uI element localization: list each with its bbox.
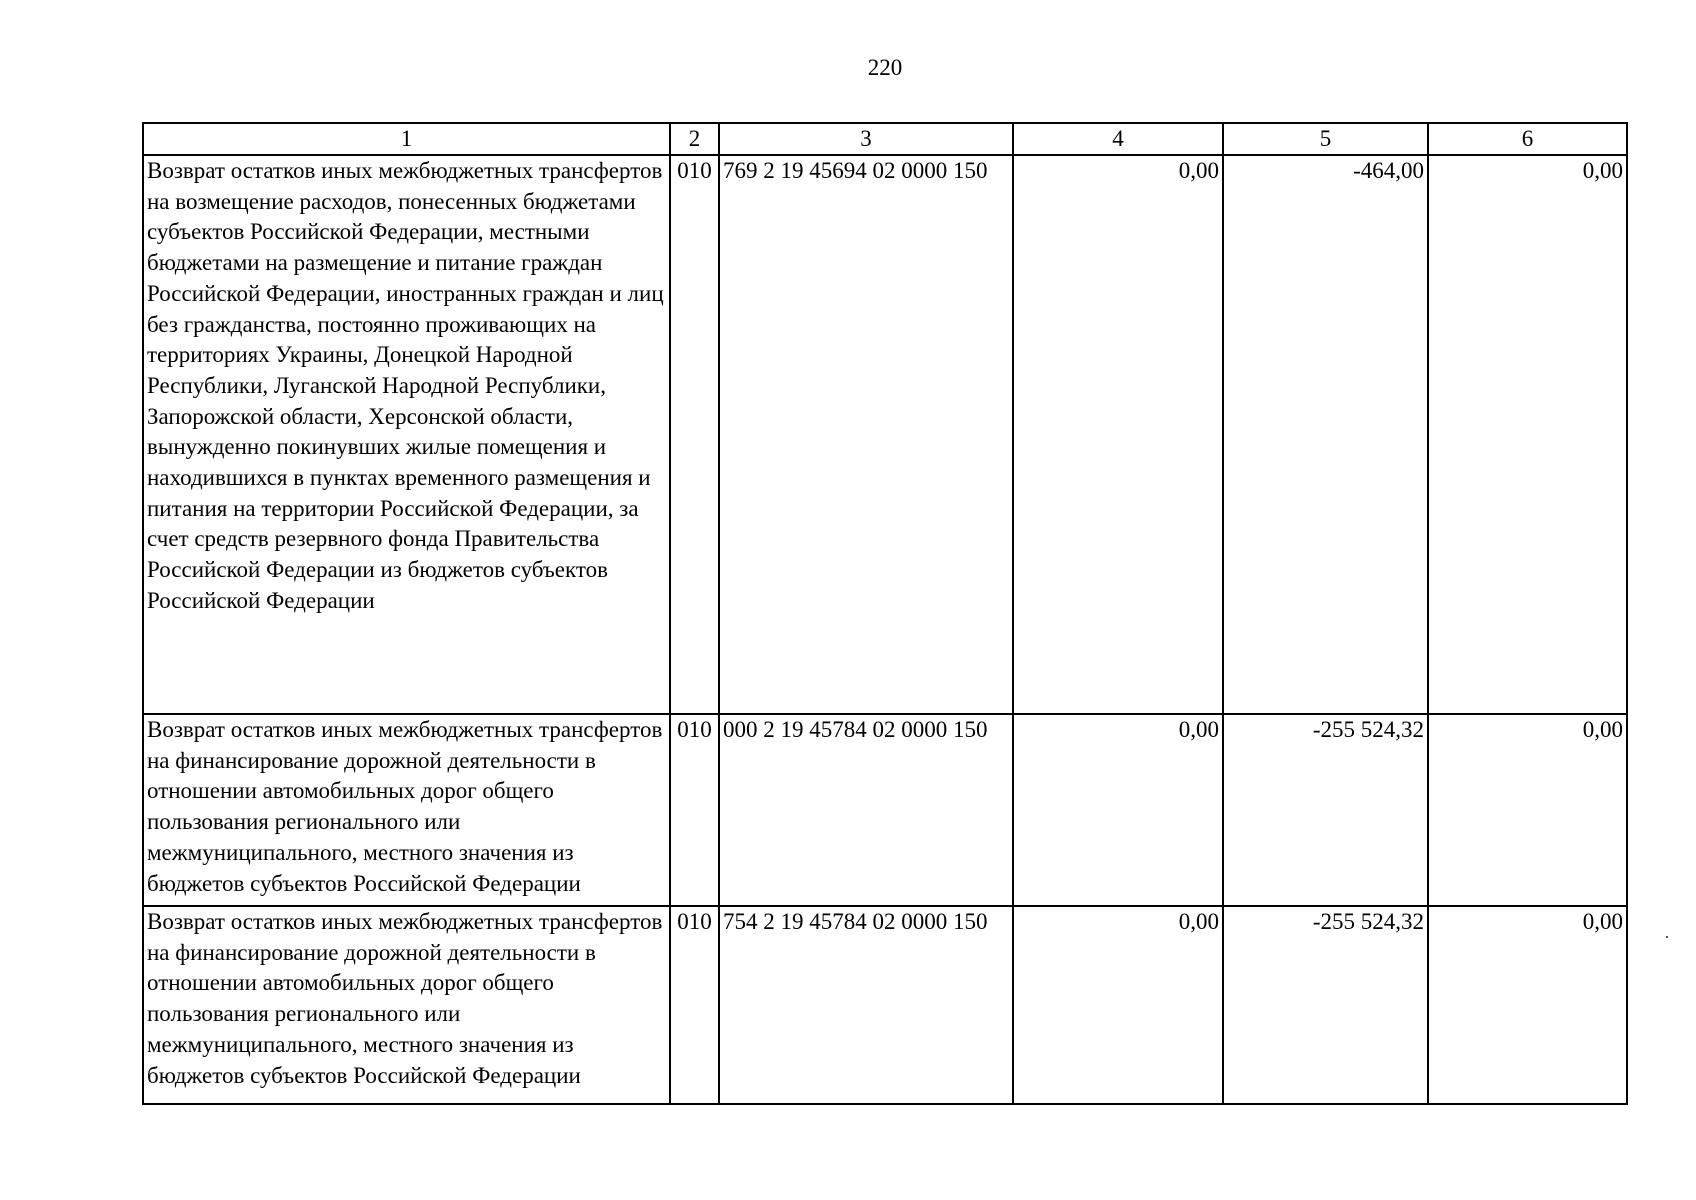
column-header-1: 1 — [143, 123, 670, 155]
row-description: Возврат остатков иных межбюджетных трансфертов на возмещение расходов, понесенных бюджетами субъектов Российской Федерации, местными бюджетами на размещение и питание граждан Российской Федерации, иностранных граждан и лиц без гражданства, постоянно проживающих на территориях Украины, Донецкой Народной Республики, Луганской Народной Республики, Запорожской области, Херсонской области, вынужденно покинувших жилые помещения и находившихся в пунктах временного размещения и питания на территории Российской Федерации, за счет средств резервного фонда Правительства Российской Федерации из бюджетов субъектов Российской Федерации — [143, 155, 670, 714]
column-header-5: 5 — [1223, 123, 1428, 155]
column-header-4: 4 — [1013, 123, 1223, 155]
table-row — [143, 906, 1627, 1104]
column-header-3: 3 — [719, 123, 1013, 155]
row-col6-value: 0,00 — [1428, 155, 1627, 714]
page-number: 220 — [867, 55, 903, 80]
row-col6-value: 0,00 — [1428, 906, 1627, 1104]
table-row — [143, 714, 1627, 906]
row-col4-value: 0,00 — [1013, 714, 1223, 906]
row-code: 010 — [670, 906, 719, 1104]
row-kbk: 769 2 19 45694 02 0000 150 — [719, 155, 1013, 714]
table-row — [143, 155, 1627, 714]
row-kbk: 754 2 19 45784 02 0000 150 — [719, 906, 1013, 1104]
column-header-6: 6 — [1428, 123, 1627, 155]
budget-table — [142, 122, 1628, 1105]
row-col4-value: 0,00 — [1013, 155, 1223, 714]
row-description: Возврат остатков иных межбюджетных трансфертов на финансирование дорожной деятельности в отношении автомобильных дорог общего пользования регионального или межмуниципального, местного значения из бюджетов субъектов Российской Федерации — [143, 714, 670, 906]
row-col4-value: 0,00 — [1013, 906, 1223, 1104]
row-description: Возврат остатков иных межбюджетных трансфертов на финансирование дорожной деятельности в отношении автомобильных дорог общего пользования регионального или межмуниципального, местного значения из бюджетов субъектов Российской Федерации — [143, 906, 670, 1104]
row-col5-value: -464,00 — [1223, 155, 1428, 714]
row-col6-value: 0,00 — [1428, 714, 1627, 906]
row-code: 010 — [670, 155, 719, 714]
row-code: 010 — [670, 714, 719, 906]
row-col5-value: -255 524,32 — [1223, 714, 1428, 906]
column-header-2: 2 — [670, 123, 719, 155]
row-kbk: 000 2 19 45784 02 0000 150 — [719, 714, 1013, 906]
row-col5-value: -255 524,32 — [1223, 906, 1428, 1104]
scan-speck — [1666, 936, 1668, 938]
header-row — [143, 123, 1627, 155]
